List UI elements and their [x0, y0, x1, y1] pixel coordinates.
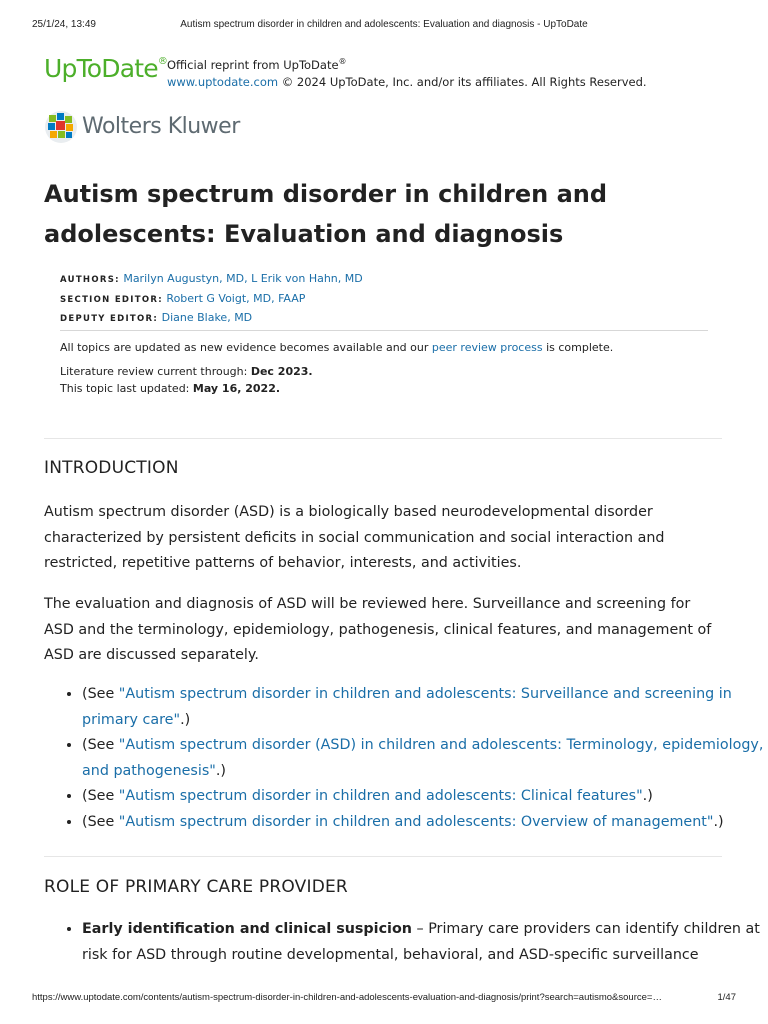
deputy-editor-label: DEPUTY EDITOR: [60, 314, 159, 324]
section-divider [44, 856, 722, 857]
copyright-text: © 2024 UpToDate, Inc. and/or its affiliates. All Rights Reserved. [278, 74, 647, 89]
last-updated-date: This topic last updated: May 16, 2022. [60, 382, 281, 395]
authors-label: AUTHORS: [60, 275, 120, 285]
print-header [0, 0, 768, 40]
print-datetime: 25/1/24, 13:49 [32, 19, 96, 30]
uptodate-site-link[interactable]: www.uptodate.com [167, 74, 279, 89]
list-item: • (See "Autism spectrum disorder in children and adolescents: Surveillance and screening in primary care".) [82, 682, 766, 733]
introduction-paragraph-2: The evaluation and diagnosis of ASD will be reviewed here. Surveillance and screening for ASD and the terminology, epidemiology, pathogenesis, clinical features, and management of ASD are discussed separately. [44, 596, 712, 663]
primary-care-list [44, 917, 766, 968]
list-item: • (See "Autism spectrum disorder in children and adolescents: Clinical features".) [82, 784, 766, 810]
list-item: • (See "Autism spectrum disorder in children and adolescents: Overview of management".) [82, 810, 766, 836]
introduction-heading: INTRODUCTION [44, 458, 179, 478]
print-page-title: Autism spectrum disorder in children and adolescents: Evaluation and diagnosis - UpToDate [180, 19, 588, 30]
literature-review-date: Literature review current through: Dec 2023. [60, 364, 313, 378]
wolters-kluwer-wordmark: Wolters Kluwer [82, 114, 240, 139]
related-topics-list [44, 682, 766, 835]
related-topic-link[interactable]: "Autism spectrum disorder in children and adolescents: Surveillance and screening in primary care" [82, 686, 732, 728]
related-topic-link[interactable]: "Autism spectrum disorder (ASD) in children and adolescents: Terminology, epidemiology, and pathogenesis" [82, 737, 764, 779]
section-editor-label: SECTION EDITOR: [60, 294, 163, 305]
authors-row [60, 270, 710, 290]
page-number: 1/47 [717, 992, 736, 1003]
list-item: • (See "Autism spectrum disorder (ASD) in children and adolescents: Terminology, epidemiology, and pathogenesis".) [82, 733, 766, 784]
uptodate-logo[interactable]: UpToDate® [44, 54, 168, 83]
section-editor-row [60, 290, 710, 310]
peer-review-link[interactable]: peer review process [431, 341, 543, 354]
deputy-editor-row [60, 309, 710, 329]
wolters-kluwer-logo[interactable] [44, 110, 240, 144]
section-divider [44, 438, 722, 439]
peer-review-notice: All topics are updated as new evidence becomes available and our peer review process is complete. [60, 341, 614, 354]
section-editor-link[interactable]: Robert G Voigt, MD, FAAP [166, 291, 306, 305]
reprint-notice: Official reprint from UpToDate® www.uptodate.com © 2024 UpToDate, Inc. and/or its affiliates. All Rights Reserved. [167, 57, 647, 89]
related-topic-link[interactable]: "Autism spectrum disorder in children and adolescents: Overview of management" [118, 813, 714, 830]
print-url: https://www.uptodate.com/contents/autism-spectrum-disorder-in-children-and-adolescents-evaluation-and-diagnosis/print?search=autismo&source=… [32, 992, 662, 1003]
list-item: • Early identification and clinical suspicion – Primary care providers can identify children at risk for ASD through routine developmental, behavioral, and ASD-specific surveillance [82, 917, 766, 968]
meta-divider [60, 330, 708, 331]
authors-link[interactable]: Marilyn Augustyn, MD, L Erik von Hahn, MD [123, 272, 363, 285]
deputy-editor-link[interactable]: Diane Blake, MD [161, 311, 253, 324]
introduction-paragraph-1: Autism spectrum disorder (ASD) is a biologically based neurodevelopmental disorder characterized by persistent deficits in social communication and social interaction and restricted, repetitive patterns of behavior, interests, and activities. [44, 504, 665, 571]
update-info [60, 339, 710, 398]
print-footer [0, 992, 768, 1012]
article-title: Autism spectrum disorder in children and adolescents: Evaluation and diagnosis [44, 180, 608, 248]
wolters-kluwer-mosaic-icon [44, 110, 78, 144]
related-topic-link[interactable]: "Autism spectrum disorder in children and adolescents: Clinical features" [118, 788, 643, 804]
early-identification-term: Early identification and clinical suspicion [82, 921, 412, 937]
reprint-line: Official reprint from UpToDate [167, 57, 339, 72]
primary-care-heading: ROLE OF PRIMARY CARE PROVIDER [44, 877, 348, 897]
article-meta [60, 270, 710, 329]
